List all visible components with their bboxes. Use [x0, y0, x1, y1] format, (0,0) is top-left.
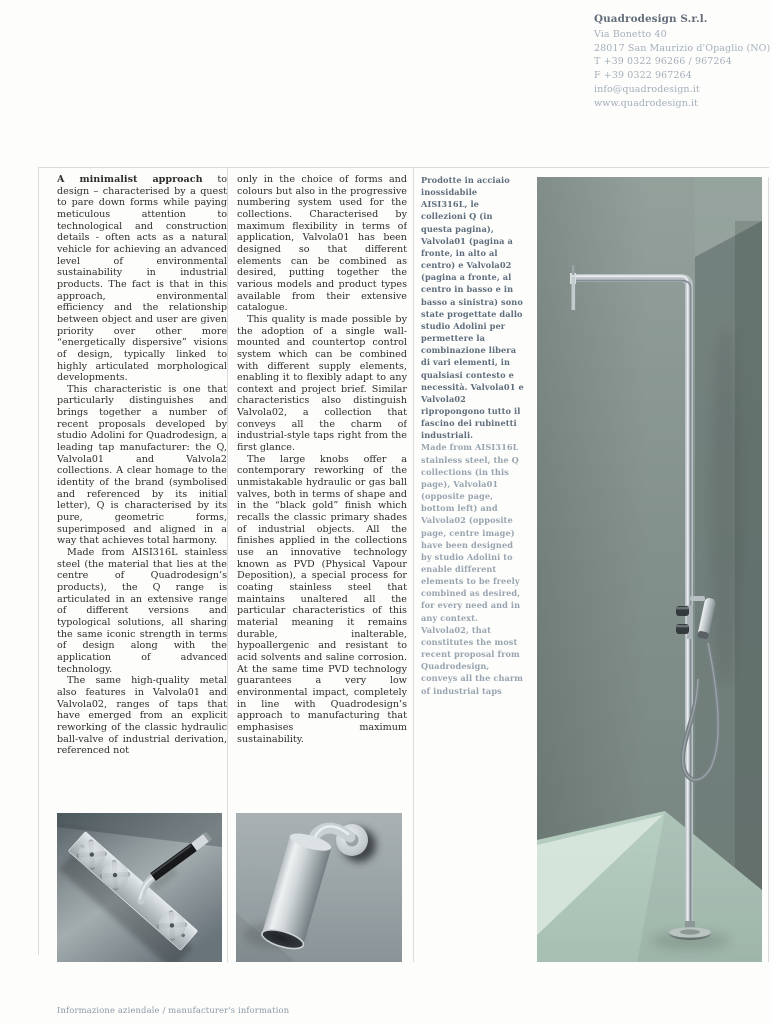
fax-line: F +39 0322 967264 [594, 70, 692, 82]
paragraph-text: to design – characterised by a quest to pare down forms while paying meticulous attention to technological and construction details - often acts as a natural vehicle for achieving an advanced level of environmental sustainability in industrial products. The fact is that in this approach, environmental efficiency and the relationship between object and user are given priority over other more “energetically dispersive” visions of design, typically linked to highly articulated morphological developments. [57, 174, 227, 384]
tap-manifold-image [57, 813, 222, 962]
email-line: info@quadrodesign.it [594, 83, 700, 95]
left-rule [38, 167, 39, 955]
right-rule [768, 177, 769, 962]
shower-column-image [537, 177, 762, 962]
caption-column [421, 174, 526, 697]
body-paragraph: This quality is made possible by the adoption of a single wall-mounted and countertop control system which can be combined with different supply elements, enabling it to flexibly adapt to any context and project brief. Similar characteristics also distinguish Valvola02, a collection that conveys all the charm of industrial-style taps right from the first glance. [237, 313, 407, 454]
company-name: Quadrodesign S.r.l. [594, 13, 708, 25]
paragraph-lead: A minimalist approach [57, 174, 203, 185]
column-separator-1 [227, 167, 228, 962]
photo-tap-manifold [57, 813, 222, 962]
column-separator-2 [413, 167, 414, 962]
body-paragraph: The large knobs offer a contemporary reworking of the unmistakable hydraulic or gas ball valves, both in terms of shape and in the “black gold” finish which recalls the classic primary shades of industrial objects. All the finishes applied in the collections use an innovative technology known as PVD (Physical Vapour Deposition), a special process for coating stainless steel that maintains unaltered all the particular characteristics of this material meaning it remains durable, inalterable, hypoallergenic and resistant to acid solvents and saline corrosion. At the same time PVD technology guarantees a very low environmental impact, completely in line with Quadrodesign’s approach to manufacturing that emphasises maximum sustainability. [237, 453, 407, 745]
body-paragraph: only in the choice of forms and colours but also in the progressive numbering system used for the collections. Characterised by maximum flexibility in terms of application, Valvola01 has been designed so that different elements can be combined as desired, putting together the various models and product types available from their extensive catalogue. [237, 174, 407, 314]
photo-wall-spout [236, 813, 402, 962]
body-paragraph: This characteristic is one that particularly distinguishes and brings together a number of recent proposals developed by studio Adolini for Quadrodesign, a leading tap manufacturer: the Q, Valvola01 and Valvola2 collections. A clear homage to the identity of the brand (symbolised and referenced by its initial letter), Q is characterised by its pure, geometric forms, superimposed and aligned in a way that achieves total harmony. [57, 383, 227, 547]
address-line: Via Bonetto 40 [594, 28, 667, 40]
website-line: www.quadrodesign.it [594, 97, 699, 109]
body-paragraph [57, 174, 227, 384]
top-rule [38, 167, 769, 168]
photo-shower-column [537, 177, 762, 962]
body-column-1 [57, 174, 227, 799]
phone-line: T +39 0322 96266 / 967264 [594, 56, 732, 68]
caption-english: Made from AISI316L stainless steel, the Q collections (in this page), Valvola01 (opposite page, bottom left) and Valvola02 (opposite page, centre image) have been designed by studio Adolini to enable different elements to be freely combined as desired, for every need and in any context. Valvola02, that constitutes the most recent proposal from Quadrodesign, conveys all the charm of industrial taps [421, 442, 524, 696]
body-column-2 [237, 174, 407, 799]
wall-spout-image [236, 813, 402, 962]
caption-italian: Prodotte in acciaio inossidabile AISI316L, le collezioni Q (in questa pagina), Valvola01 (pagina a fronte, in alto al centro) e Valvola02 (pagina a fronte, al centro in basso e in basso a sinistra) sono state progettate dallo studio Adolini per permettere la combinazione libera di vari elementi, in qualsiasi contesto e necessità. Valvola01 e Valvola02 ripropongono tutto il fascino dei rubinetti industriali. [421, 175, 524, 441]
body-paragraph: Made from AISI316L stainless steel (the material that lies at the centre of Quadrodesign’s products), the Q range is articulated in an extensive range of different versions and typological solutions, all sharing the same iconic strength in terms of design along with the application of advanced technology. [57, 547, 227, 675]
address-line: 28017 San Maurizio d'Opaglio (NO) [594, 42, 771, 54]
body-paragraph: The same high-quality metal also features in Valvola01 and Valvola02, ranges of taps that have emerged from an explicit reworking of the classic hydraulic ball-valve of industrial derivation, referenced not [57, 675, 227, 757]
contact-block [594, 13, 772, 111]
footer-caption: Informazione aziendale / manufacturer's information [57, 1005, 290, 1015]
